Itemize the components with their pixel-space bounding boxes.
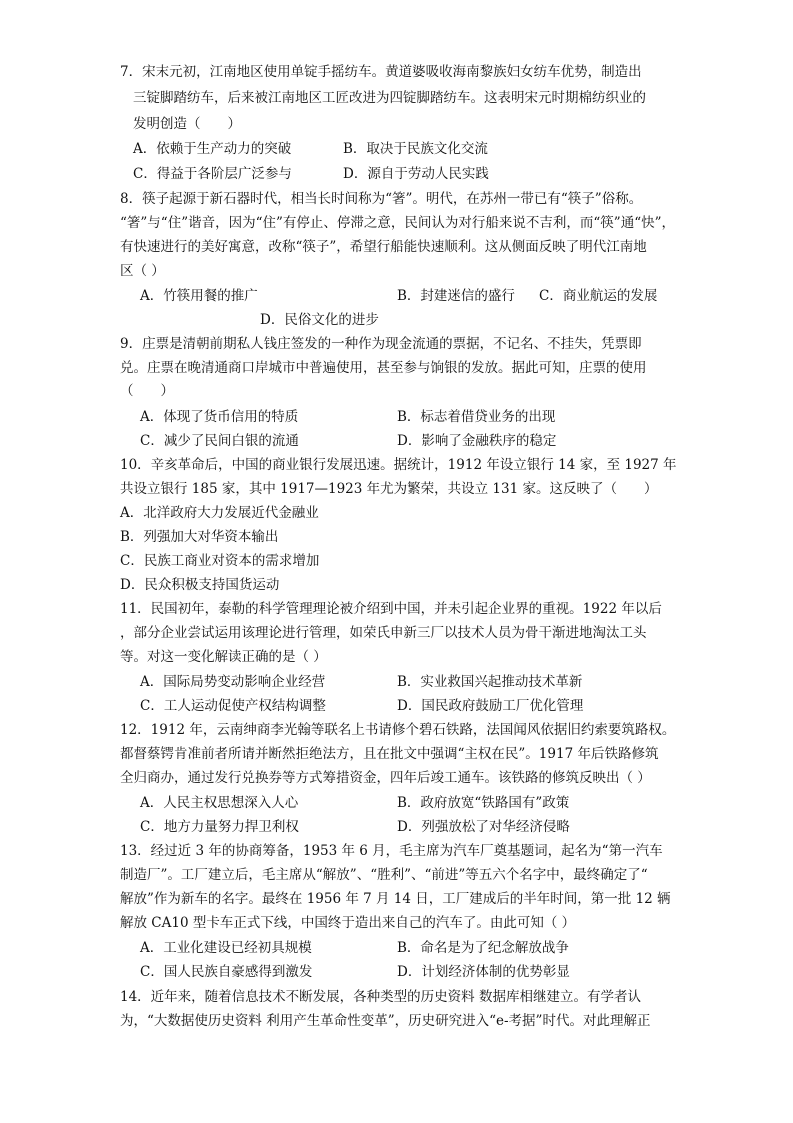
answer-option-d: D．国民政府鼓励工厂优化管理 <box>397 698 584 714</box>
question-stem-line: 12．1912 年，云南绅商李光翰等联名上书请修个碧石铁路，法国闻风依据旧约索要筑路权。 <box>120 722 676 738</box>
answer-option-c: C．减少了民间白银的流通 <box>140 433 299 449</box>
question-stem-line: 解放”作为新车的名字。最终在 1956 年 7 月 14 日，工厂建成后的半年时间，第一批 12 辆 <box>120 891 671 907</box>
answer-option-b: B．标志着借贷业务的出现 <box>397 409 556 425</box>
question-stem-line: 11．民国初年，泰勒的科学管理理论被介绍到中国，并未引起企业界的重视。1922 年以后 <box>120 601 662 617</box>
answer-option-d: D．计划经济体制的优势彰显 <box>397 964 570 980</box>
question-stem-line: 全归商办，通过发行兑换券等方式筹措资金，四年后竣工通车。该铁路的修筑反映出（ ） <box>120 770 651 786</box>
question-stem-line: 等。对这一变化解读正确的是（ ） <box>120 649 327 665</box>
answer-option-c: C．得益于各阶层广泛参与 <box>133 166 292 182</box>
answer-option-a: A．体现了货币信用的特质 <box>140 409 299 425</box>
answer-option-b: B．取决于民族文化交流 <box>343 141 488 157</box>
question-stem-line: 为，“大数据使历史资料 利用产生革命性变革”，历史研究进入“e-考据”时代。对此理解正 <box>120 1013 651 1029</box>
question-stem-line: 7．宋末元初，江南地区使用单锭手摇纺车。黄道婆吸收海南黎族妇女纺车优势，制造出 <box>120 64 642 80</box>
question-stem-line: 有快速进行的美好寓意，改称“筷子”，希望行船能快速顺利。这从侧面反映了明代江南地 <box>120 239 647 255</box>
question-stem-line: 区（ ） <box>120 263 165 279</box>
question-stem-line: 9．庄票是清朝前期私人钱庄签发的一种作为现金流通的票据，不记名、不挂失，凭票即 <box>120 336 642 352</box>
answer-option-a: A．人民主权思想深入人心 <box>140 795 299 811</box>
question-stem-line: 发明创造（ ） <box>133 116 241 132</box>
question-stem-line: 13．经过近 3 年的协商筹备，1953 年 6 月，毛主席为汽车厂奠基题词，起名为“第一汽车 <box>120 843 663 859</box>
answer-option-a: A．依赖于生产动力的突破 <box>133 141 292 157</box>
answer-option-b: B．列强加大对华资本输出 <box>120 529 279 545</box>
answer-option-a: A．国际局势变动影响企业经营 <box>140 674 326 690</box>
question-stem-line: ，部分企业尝试运用该理论进行管理，如荣氏申新三厂以技术人员为骨干渐进地淘汰工头 <box>120 625 647 641</box>
answer-option-c: C．工人运动促使产权结构调整 <box>140 698 326 714</box>
answer-option-b: B．命名是为了纪念解放战争 <box>397 940 569 956</box>
answer-option-b: B．政府放宽“铁路国有”政策 <box>397 795 570 811</box>
answer-option-c: C．商业航运的发展 <box>539 288 658 304</box>
answer-option-a: A．竹筷用餐的推广 <box>140 288 258 304</box>
question-stem-line: 解放 CA10 型卡车正式下线，中国终于造出来自己的汽车了。由此可知（ ） <box>120 915 576 931</box>
question-stem-line: 都督蔡锷肯准前者所请并断然拒绝法方，且在批文中强调“主权在民”。1917 年后铁路修筑 <box>120 746 659 762</box>
question-stem-line: 14．近年来，随着信息技术不断发展，各种类型的历史资料 数据库相继建立。有学者认 <box>120 989 641 1005</box>
answer-option-a: A．工业化建设已经初具规模 <box>140 940 312 956</box>
answer-option-d: D．源自于劳动人民实践 <box>343 166 489 182</box>
question-stem-line: “箸”与“住”谐音，因为“住”有停止、停滞之意，民间认为对行船来说不吉利，而“筷”通“快”， <box>120 215 676 231</box>
question-stem-line: 共设立银行 185 家，其中 1917—1923 年尤为繁荣，共设立 131 家。这反映了（ ） <box>120 481 658 497</box>
answer-option-b: B．封建迷信的盛行 <box>397 288 515 304</box>
answer-option-d: D．民俗文化的进步 <box>260 312 379 328</box>
answer-option-b: B．实业救国兴起推动技术革新 <box>397 674 583 690</box>
question-stem-line: 制造厂”。工厂建立后，毛主席从“解放”、“胜利”、“前进”等五六个名字中，最终确定了“ <box>120 867 648 883</box>
question-stem-line: 8．筷子起源于新石器时代，相当长时间称为“箸”。明代，在苏州一带已有“筷子”俗称。 <box>120 191 643 207</box>
answer-option-c: C．地方力量努力捍卫利权 <box>140 819 299 835</box>
question-stem-line: 10．辛亥革命后，中国的商业银行发展迅速。据统计，1912 年设立银行 14 家，至 1927 年 <box>120 457 677 473</box>
question-stem-line: 兑。庄票在晚清通商口岸城市中普遍使用，甚至参与饷银的发放。据此可知，庄票的使用 <box>120 360 647 376</box>
question-stem-line: 三锭脚踏纺车，后来被江南地区工匠改进为四锭脚踏纺车。这表明宋元时期棉纺织业的 <box>133 90 646 106</box>
answer-option-d: D．影响了金融秩序的稳定 <box>397 433 557 449</box>
answer-option-c: C．国人民族自豪感得到激发 <box>140 964 313 980</box>
question-stem-line: （ ） <box>120 383 174 399</box>
answer-option-d: D．民众积极支持国货运动 <box>120 577 280 593</box>
answer-option-d: D．列强放松了对华经济侵略 <box>397 819 570 835</box>
answer-option-c: C．民族工商业对资本的需求增加 <box>120 553 320 569</box>
answer-option-a: A．北洋政府大力发展近代金融业 <box>120 505 319 521</box>
